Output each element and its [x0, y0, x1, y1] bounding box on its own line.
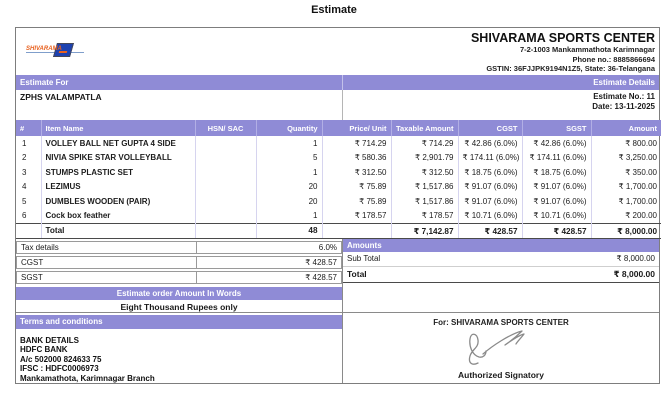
estimate-document: [15, 27, 660, 384]
total-sgst: ₹ 428.57: [522, 223, 591, 238]
cell-taxable: ₹ 178.57: [391, 209, 458, 224]
items-table: [16, 120, 661, 239]
cgst-row: [16, 256, 342, 269]
col-header-sgst: SGST: [522, 120, 591, 136]
cell-cgst: ₹ 42.86 (6.0%): [458, 136, 522, 151]
tax-details-value: 6.0%: [196, 242, 341, 253]
estimate-number: Estimate No.: 11: [593, 92, 655, 102]
cell-sgst: ₹ 42.86 (6.0%): [522, 136, 591, 151]
terms-panel: [16, 313, 342, 384]
cell-amount: ₹ 1,700.00: [591, 180, 661, 195]
cell-sgst: ₹ 91.07 (6.0%): [522, 180, 591, 195]
col-header-index: #: [16, 120, 41, 136]
footer-section: [16, 313, 659, 384]
logo-wordmark: SHIVARAMA: [26, 46, 62, 52]
cell-hsn: [195, 151, 256, 166]
cell-index: 1: [22, 138, 27, 148]
table-row: [16, 136, 661, 151]
cell-hsn: [195, 194, 256, 209]
estimate-for-header: Estimate For: [16, 75, 342, 90]
cgst-label: CGST: [21, 257, 44, 267]
cell-cgst: ₹ 18.75 (6.0%): [458, 165, 522, 180]
bank-details: [16, 329, 342, 384]
company-gstin: GSTIN: 36FJJPK9194N1Z5, State: 36-Telangana: [486, 64, 655, 73]
cell-amount: ₹ 200.00: [591, 209, 661, 224]
company-name: SHIVARAMA SPORTS CENTER: [470, 31, 655, 45]
total-quantity: 48: [256, 223, 322, 238]
cell-hsn: [195, 209, 256, 224]
sub-total-value: ₹ 8,000.00: [616, 254, 655, 263]
cell-sgst: ₹ 18.75 (6.0%): [522, 165, 591, 180]
table-row: [16, 165, 661, 180]
estimate-details-header: Estimate Details: [342, 75, 659, 90]
page-title: Estimate: [311, 4, 357, 16]
cell-item-name: VOLLEY BALL NET GUPTA 4 SIDE: [41, 136, 195, 151]
cell-quantity: 1: [256, 165, 322, 180]
cell-cgst: ₹ 91.07 (6.0%): [458, 180, 522, 195]
total-label: Total: [41, 223, 195, 238]
grand-total-value: ₹ 8,000.00: [613, 268, 655, 279]
signature-scribble: [456, 327, 546, 369]
cell-amount: ₹ 800.00: [591, 136, 661, 151]
company-address: 7-2-1003 Mankammathota Karimnagar: [519, 45, 655, 54]
totals-section: [16, 239, 659, 313]
cell-taxable: ₹ 2,901.79: [391, 151, 458, 166]
total-empty-price: [322, 223, 391, 238]
tax-details-row: [16, 241, 342, 254]
bank-line: Mankamathota, Karimnagar Branch: [20, 373, 155, 383]
tax-details-panel: [16, 239, 342, 312]
company-logo: [26, 43, 86, 61]
amount-in-words-header: Estimate order Amount In Words: [16, 287, 342, 300]
sub-total-row: [343, 252, 659, 267]
sgst-label: SGST: [21, 272, 43, 282]
grand-total-label: Total: [347, 269, 367, 279]
authorized-signatory-label: Authorized Signatory: [458, 369, 544, 380]
cell-price: ₹ 580.36: [322, 151, 391, 166]
cell-hsn: [195, 180, 256, 195]
cell-item-name: STUMPS PLASTIC SET: [41, 165, 195, 180]
cell-taxable: ₹ 312.50: [391, 165, 458, 180]
cell-item-name: NIVIA SPIKE STAR VOLLEYBALL: [41, 151, 195, 166]
cell-item-name: DUMBLES WOODEN (PAIR): [41, 194, 195, 209]
cell-price: ₹ 714.29: [322, 136, 391, 151]
signature-panel: [342, 313, 659, 384]
table-row: [16, 180, 661, 195]
items-table-header-row: [16, 120, 661, 136]
cell-price: ₹ 178.57: [322, 209, 391, 224]
sgst-value: ₹ 428.57: [196, 272, 341, 283]
total-empty-hsn: [195, 223, 256, 238]
estimate-meta: [342, 90, 659, 120]
amounts-header: Amounts: [343, 239, 659, 252]
cgst-value: ₹ 428.57: [196, 257, 341, 268]
cell-amount: ₹ 350.00: [591, 165, 661, 180]
cell-sgst: ₹ 91.07 (6.0%): [522, 194, 591, 209]
cell-hsn: [195, 136, 256, 151]
total-cgst: ₹ 428.57: [458, 223, 522, 238]
col-header-item-name: Item Name: [41, 120, 195, 136]
table-total-row: [16, 223, 661, 238]
cell-index: 3: [22, 167, 27, 177]
cell-cgst: ₹ 91.07 (6.0%): [458, 194, 522, 209]
cell-hsn: [195, 165, 256, 180]
tax-details-label: Tax details: [21, 242, 59, 252]
section-bars: [16, 75, 659, 90]
col-header-cgst: CGST: [458, 120, 522, 136]
cell-index: 2: [22, 153, 27, 163]
cell-amount: ₹ 1,700.00: [591, 194, 661, 209]
cell-quantity: 1: [256, 209, 322, 224]
cell-quantity: 20: [256, 180, 322, 195]
cell-quantity: 5: [256, 151, 322, 166]
cell-quantity: 20: [256, 194, 322, 209]
bank-line: A/c 502000 824633 75: [20, 354, 102, 364]
table-row: [16, 194, 661, 209]
cell-index: 4: [22, 182, 27, 192]
col-header-amount: Amount: [591, 120, 661, 136]
cell-amount: ₹ 3,250.00: [591, 151, 661, 166]
col-header-taxable: Taxable Amount: [391, 120, 458, 136]
cell-sgst: ₹ 10.71 (6.0%): [522, 209, 591, 224]
company-header: [16, 28, 659, 75]
bank-line: BANK DETAILS: [20, 335, 79, 345]
sgst-row: [16, 271, 342, 284]
cell-cgst: ₹ 174.11 (6.0%): [458, 151, 522, 166]
customer-name: ZPHS VALAMPATLA: [20, 92, 102, 103]
grand-total-row: [343, 267, 659, 283]
col-header-price: Price/ Unit: [322, 120, 391, 136]
col-header-hsn: HSN/ SAC: [195, 120, 256, 136]
cell-price: ₹ 75.89: [322, 180, 391, 195]
table-row: [16, 209, 661, 224]
col-header-quantity: Quantity: [256, 120, 322, 136]
amount-in-words-text: Eight Thousand Rupees only: [120, 301, 238, 312]
bank-line: IFSC : HDFC0006973: [20, 364, 99, 373]
table-row: [16, 151, 661, 166]
cell-taxable: ₹ 1,517.86: [391, 180, 458, 195]
cell-price: ₹ 75.89: [322, 194, 391, 209]
terms-header: Terms and conditions: [16, 315, 342, 329]
estimate-date: Date: 13-11-2025: [592, 102, 655, 112]
amounts-panel: [342, 239, 659, 312]
party-details-row: [16, 90, 659, 120]
cell-item-name: LEZIMUS: [41, 180, 195, 195]
cell-price: ₹ 312.50: [322, 165, 391, 180]
cell-quantity: 1: [256, 136, 322, 151]
bank-line: HDFC BANK: [20, 345, 68, 354]
cell-cgst: ₹ 10.71 (6.0%): [458, 209, 522, 224]
signature-for-text: For: SHIVARAMA SPORTS CENTER: [433, 317, 569, 327]
cell-sgst: ₹ 174.11 (6.0%): [522, 151, 591, 166]
cell-taxable: ₹ 1,517.86: [391, 194, 458, 209]
total-amount: ₹ 8,000.00: [591, 223, 661, 238]
cell-index: 5: [22, 196, 27, 206]
cell-item-name: Cock box feather: [41, 209, 195, 224]
total-taxable: ₹ 7,142.87: [391, 223, 458, 238]
cell-index: 6: [22, 211, 27, 220]
company-info: [471, 31, 655, 74]
cell-taxable: ₹ 714.29: [391, 136, 458, 151]
total-empty-index: [16, 223, 41, 238]
sub-total-label: Sub Total: [347, 254, 381, 263]
company-phone: Phone no.: 8885866694: [572, 54, 655, 64]
